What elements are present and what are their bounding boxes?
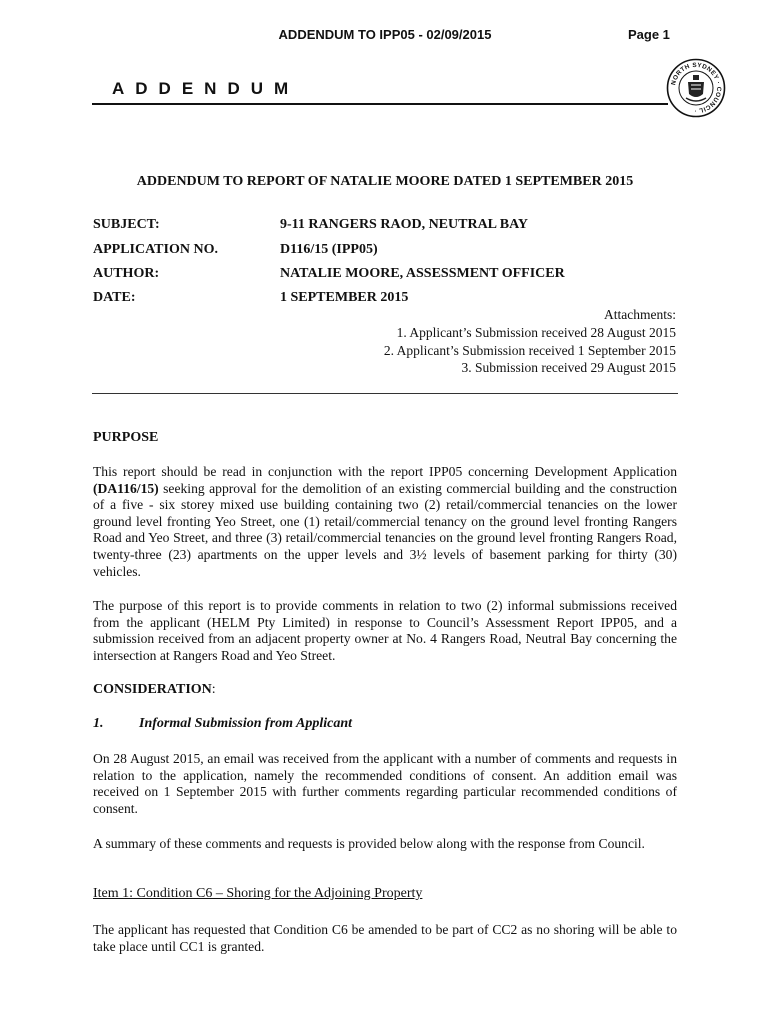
running-header-title: ADDENDUM TO IPP05 - 02/09/2015: [278, 27, 492, 42]
author-label: AUTHOR:: [93, 266, 160, 281]
page-number: Page 1: [628, 27, 670, 42]
subject-value: 9-11 RANGERS RAOD, NEUTRAL BAY: [280, 217, 529, 232]
item-number: 1.: [93, 716, 104, 731]
report-heading: ADDENDUM TO REPORT OF NATALIE MOORE DATED 1 SEPTEMBER 2015: [136, 174, 634, 189]
purpose-text: This report should be read in conjunction with the report IPP05 concerning Development Application: [93, 464, 677, 479]
attachment-item: 2. Applicant’s Submission received 1 September 2015: [383, 343, 676, 358]
consideration-paragraph-2: A summary of these comments and requests is provided below along with the response from Council.: [93, 836, 645, 851]
consideration-title: CONSIDERATION: [93, 682, 212, 697]
consideration-colon: :: [211, 682, 216, 697]
attachments-heading: Attachments:: [604, 307, 676, 322]
banner-rule: [92, 103, 668, 105]
svg-text:NORTH SYDNEY · COUNCIL ·: NORTH SYDNEY · COUNCIL ·: [670, 61, 723, 115]
purpose-paragraph-2: The purpose of this report is to provide comments in relation to two (2) informal submissions received from the applicant (HELM Pty Limited) in response to Council’s Assessment Report IPP05, and a submission received from an adjacent property owner at No. 4 Rangers Road, Neutral Bay concerning the intersection at Rangers Road and Yeo Street.: [93, 598, 677, 663]
application-reference: (DA116/15): [93, 480, 159, 496]
item-1-subheading: Item 1: Condition C6 – Shoring for the Adjoining Property: [93, 886, 423, 901]
subject-label: SUBJECT:: [93, 217, 160, 232]
section-divider: [92, 393, 678, 394]
application-no-label: APPLICATION NO.: [93, 242, 218, 257]
attachment-item: 3. Submission received 29 August 2015: [461, 360, 676, 375]
application-no-value: D116/15 (IPP05): [280, 242, 378, 257]
date-value: 1 SEPTEMBER 2015: [280, 290, 409, 305]
item-title: Informal Submission from Applicant: [139, 716, 353, 731]
consideration-heading: [93, 682, 216, 698]
consideration-paragraph-1: On 28 August 2015, an email was received from the applicant with a number of comments and requests in relation to the application, namely the recommended conditions of consent. An addition email was received on 1 September 2015 with further comments regarding particular recommended conditions of consent.: [93, 751, 677, 816]
addendum-banner-word: ADDENDUM: [112, 79, 300, 98]
purpose-paragraph-1: [93, 464, 677, 580]
purpose-heading: PURPOSE: [93, 430, 159, 445]
date-label: DATE:: [93, 290, 136, 305]
attachment-item: 1. Applicant’s Submission received 28 August 2015: [396, 325, 676, 340]
council-seal-logo: [666, 58, 726, 118]
purpose-text: seeking approval for the demolition of an existing commercial building and the construction of a five - six storey mixed use building containing two (2) retail/commercial tenancies on the lower ground level fronting Yeo Street, one (1) retail/commercial tenancy on the ground level fronting Rangers Road and Yeo Street, and three (3) retail/commercial tenancies on the ground level fronting Rangers Road, twenty-three (23) apartments on the upper levels and 3½ levels of basement parking for thirty (30) vehicles.: [93, 480, 677, 579]
author-value: NATALIE MOORE, ASSESSMENT OFFICER: [280, 266, 565, 281]
consideration-paragraph-3: The applicant has requested that Condition C6 be amended to be part of CC2 as no shoring will be able to take place until CC1 is granted.: [93, 922, 677, 954]
